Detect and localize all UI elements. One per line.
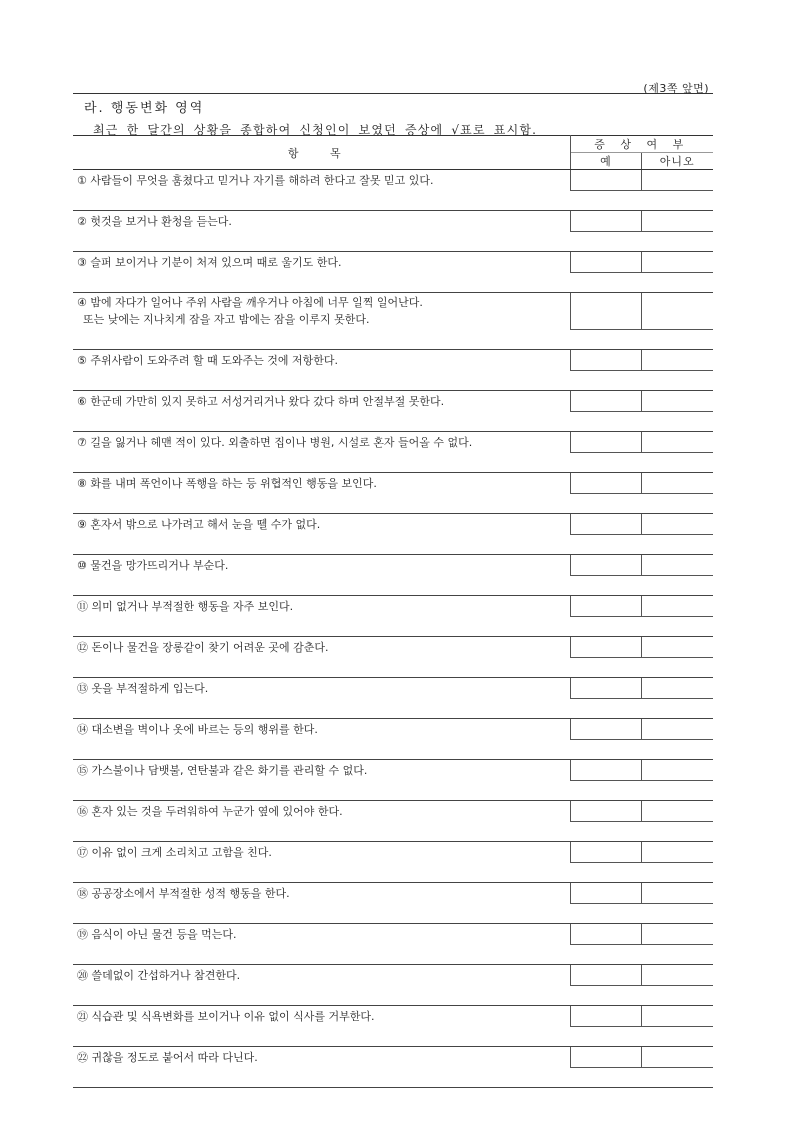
row-separator-line	[73, 699, 713, 719]
checklist-item-text	[73, 924, 570, 945]
row-separator-line	[73, 494, 713, 514]
row-separator-line	[73, 412, 713, 432]
yes-checkbox-cell[interactable]	[570, 170, 641, 191]
item-line: ⑥ 한군데 가만히 있지 못하고 서성거리거나 왔다 갔다 하며 안절부절 못한다.	[77, 394, 445, 408]
no-checkbox-cell[interactable]	[641, 842, 713, 863]
checklist-row	[73, 965, 713, 986]
yes-checkbox-cell[interactable]	[570, 719, 641, 740]
row-separator-line	[73, 617, 713, 637]
row-spacer	[73, 699, 713, 719]
item-line: ⑮ 가스불이나 담뱃불, 연탄불과 같은 화기를 관리할 수 없다.	[77, 763, 368, 777]
checklist-row	[73, 719, 713, 740]
row-spacer	[73, 535, 713, 555]
no-checkbox-cell[interactable]	[641, 1047, 713, 1068]
checklist-item-text	[73, 719, 570, 740]
checklist-item-text	[73, 293, 570, 330]
yes-checkbox-cell[interactable]	[570, 252, 641, 273]
page-number-label: (제3쪽 앞면)	[643, 82, 709, 95]
no-checkbox-cell[interactable]	[641, 719, 713, 740]
checklist-row	[73, 924, 713, 945]
checklist-row	[73, 293, 713, 330]
checklist-row	[73, 391, 713, 412]
row-separator-line	[73, 904, 713, 924]
row-spacer	[73, 740, 713, 760]
row-separator-line	[73, 658, 713, 678]
row-spacer	[73, 576, 713, 596]
row-separator-line	[73, 232, 713, 252]
item-line: ⑨ 혼자서 밖으로 나가려고 해서 눈을 뗄 수가 없다.	[77, 517, 321, 531]
checklist-row	[73, 473, 713, 494]
row-spacer	[73, 1068, 713, 1088]
yes-checkbox-cell[interactable]	[570, 555, 641, 576]
checklist-item-text	[73, 170, 570, 191]
yes-checkbox-cell[interactable]	[570, 883, 641, 904]
checklist-row	[73, 350, 713, 371]
row-separator-line	[73, 273, 713, 293]
item-line: ㉒ 귀찮을 정도로 붙어서 따라 다닌다.	[77, 1050, 258, 1064]
row-separator-line	[73, 781, 713, 801]
row-spacer	[73, 412, 713, 432]
no-checkbox-cell[interactable]	[641, 211, 713, 232]
row-separator-line	[73, 986, 713, 1006]
checklist-row	[73, 637, 713, 658]
checklist-row	[73, 801, 713, 822]
checklist-row	[73, 760, 713, 781]
checklist-row	[73, 842, 713, 863]
item-line-continued: 또는 낮에는 지나치게 잠을 자고 밤에는 잠을 이루지 못한다.	[83, 313, 370, 327]
row-spacer	[73, 617, 713, 637]
header-no: 아니오	[641, 153, 713, 170]
item-line: ⑭ 대소변을 벽이나 옷에 바르는 등의 행위를 한다.	[77, 722, 318, 736]
checklist-item-text	[73, 1047, 570, 1068]
no-checkbox-cell[interactable]	[641, 555, 713, 576]
row-spacer	[73, 453, 713, 473]
item-line: ⑬ 옷을 부적절하게 입는다.	[77, 681, 209, 695]
checklist-item-text	[73, 883, 570, 904]
item-line: ⑯ 혼자 있는 것을 두려워하여 누군가 옆에 있어야 한다.	[77, 804, 343, 818]
checklist-item-text	[73, 350, 570, 371]
row-separator-line	[73, 945, 713, 965]
checklist-item-text	[73, 1006, 570, 1027]
row-spacer	[73, 781, 713, 801]
item-line: ⑤ 주위사람이 도와주려 할 때 도와주는 것에 저항한다.	[77, 353, 338, 367]
no-checkbox-cell[interactable]	[641, 170, 713, 191]
instruction-text: 최근 한 달간의 상황을 종합하여 신청인이 보였던 증상에 √표로 표시함.	[93, 123, 538, 137]
row-separator-line	[73, 863, 713, 883]
row-separator-line	[73, 822, 713, 842]
checklist-item-text	[73, 596, 570, 617]
row-spacer	[73, 822, 713, 842]
checklist-item-text	[73, 391, 570, 412]
no-checkbox-cell[interactable]	[641, 883, 713, 904]
row-separator-line	[73, 330, 713, 350]
checklist-item-text	[73, 514, 570, 535]
checklist-item-text	[73, 842, 570, 863]
item-line: ㉑ 식습관 및 식욕변화를 보이거나 이유 없이 식사를 거부한다.	[77, 1009, 375, 1023]
no-checkbox-cell[interactable]	[641, 965, 713, 986]
row-separator-line	[73, 535, 713, 555]
behavior-checklist-table	[73, 135, 713, 1088]
item-line: ⑦ 길을 잃거나 헤맨 적이 있다. 외출하면 집이나 병원, 시설로 혼자 들어올 수 없다.	[77, 435, 473, 449]
no-checkbox-cell[interactable]	[641, 637, 713, 658]
item-line: ④ 밤에 자다가 일어나 주위 사람을 깨우거나 아침에 너무 일찍 일어난다.	[77, 296, 423, 310]
checklist-row	[73, 1006, 713, 1027]
row-separator-line	[73, 576, 713, 596]
row-separator-line	[73, 1027, 713, 1047]
row-spacer	[73, 1027, 713, 1047]
checklist-row	[73, 596, 713, 617]
checklist-item-text	[73, 965, 570, 986]
item-line: ⑰ 이유 없이 크게 소리치고 고함을 친다.	[77, 845, 272, 859]
yes-checkbox-cell[interactable]	[570, 678, 641, 699]
section-title: 라. 행동변화 영역	[84, 101, 205, 116]
no-checkbox-cell[interactable]	[641, 924, 713, 945]
row-spacer	[73, 945, 713, 965]
checklist-item-text	[73, 801, 570, 822]
row-separator-line	[73, 371, 713, 391]
checklist-row	[73, 514, 713, 535]
row-spacer	[73, 330, 713, 350]
no-checkbox-cell[interactable]	[641, 432, 713, 453]
item-line: ⑩ 물건을 망가뜨리거나 부순다.	[77, 558, 229, 572]
no-checkbox-cell[interactable]	[641, 801, 713, 822]
no-checkbox-cell[interactable]	[641, 391, 713, 412]
yes-checkbox-cell[interactable]	[570, 596, 641, 617]
checklist-row	[73, 432, 713, 453]
yes-checkbox-cell[interactable]	[570, 965, 641, 986]
yes-checkbox-cell[interactable]	[570, 391, 641, 412]
row-spacer	[73, 494, 713, 514]
item-line: ⑧ 화를 내며 폭언이나 폭행을 하는 등 위협적인 행동을 보인다.	[77, 476, 377, 490]
no-checkbox-cell[interactable]	[641, 252, 713, 273]
checklist-row	[73, 252, 713, 273]
item-line: ⑳ 쓸데없이 간섭하거나 참견한다.	[77, 968, 241, 982]
row-spacer	[73, 658, 713, 678]
row-spacer	[73, 191, 713, 211]
checklist-item-text	[73, 432, 570, 453]
item-line: ① 사람들이 무엇을 훔쳤다고 믿거나 자기를 해하려 한다고 잘못 믿고 있다.	[77, 173, 434, 187]
checklist-item-text	[73, 760, 570, 781]
yes-checkbox-cell[interactable]	[570, 211, 641, 232]
header-item: 항 목	[73, 136, 570, 170]
yes-checkbox-cell[interactable]	[570, 350, 641, 371]
item-line: ⑪ 의미 없거나 부적절한 행동을 자주 보인다.	[77, 599, 294, 613]
row-spacer	[73, 986, 713, 1006]
checklist-item-text	[73, 678, 570, 699]
checklist-item-text	[73, 473, 570, 494]
row-spacer	[73, 863, 713, 883]
yes-checkbox-cell[interactable]	[570, 760, 641, 781]
checklist-item-text	[73, 555, 570, 576]
item-line: ⑫ 돈이나 물건을 장롱같이 찾기 어려운 곳에 감춘다.	[77, 640, 329, 654]
row-separator-line	[73, 740, 713, 760]
checklist-item-text	[73, 252, 570, 273]
section-divider	[73, 93, 713, 94]
item-line: ⑲ 음식이 아닌 물건 등을 먹는다.	[77, 927, 237, 941]
checklist-row	[73, 170, 713, 191]
checklist-item-text	[73, 637, 570, 658]
yes-checkbox-cell[interactable]	[570, 637, 641, 658]
no-checkbox-cell[interactable]	[641, 678, 713, 699]
row-separator-line	[73, 453, 713, 473]
item-line: ② 헛것을 보거나 환청을 듣는다.	[77, 214, 232, 228]
no-checkbox-cell[interactable]	[641, 596, 713, 617]
checklist-row	[73, 678, 713, 699]
no-checkbox-cell[interactable]	[641, 473, 713, 494]
row-spacer	[73, 273, 713, 293]
row-separator-line	[73, 1068, 713, 1088]
yes-checkbox-cell[interactable]	[570, 924, 641, 945]
row-spacer	[73, 371, 713, 391]
yes-checkbox-cell[interactable]	[570, 842, 641, 863]
no-checkbox-cell[interactable]	[641, 514, 713, 535]
row-spacer	[73, 904, 713, 924]
yes-checkbox-cell[interactable]	[570, 514, 641, 535]
checklist-row	[73, 555, 713, 576]
no-checkbox-cell[interactable]	[641, 760, 713, 781]
yes-checkbox-cell[interactable]	[570, 1006, 641, 1027]
checklist-row	[73, 1047, 713, 1068]
item-line: ③ 슬퍼 보이거나 기분이 처져 있으며 때로 울기도 한다.	[77, 255, 342, 269]
header-symptom-status: 증 상 여 부	[570, 136, 713, 153]
row-separator-line	[73, 191, 713, 211]
item-line: ⑱ 공공장소에서 부적절한 성적 행동을 한다.	[77, 886, 290, 900]
yes-checkbox-cell[interactable]	[570, 473, 641, 494]
yes-checkbox-cell[interactable]	[570, 1047, 641, 1068]
yes-checkbox-cell[interactable]	[570, 432, 641, 453]
yes-checkbox-cell[interactable]	[570, 801, 641, 822]
no-checkbox-cell[interactable]	[641, 1006, 713, 1027]
no-checkbox-cell[interactable]	[641, 293, 713, 330]
no-checkbox-cell[interactable]	[641, 350, 713, 371]
checklist-item-text	[73, 211, 570, 232]
yes-checkbox-cell[interactable]	[570, 293, 641, 330]
checklist-row	[73, 883, 713, 904]
row-spacer	[73, 232, 713, 252]
checklist-body	[73, 170, 713, 1088]
checklist-row	[73, 211, 713, 232]
header-yes: 예	[570, 153, 641, 170]
